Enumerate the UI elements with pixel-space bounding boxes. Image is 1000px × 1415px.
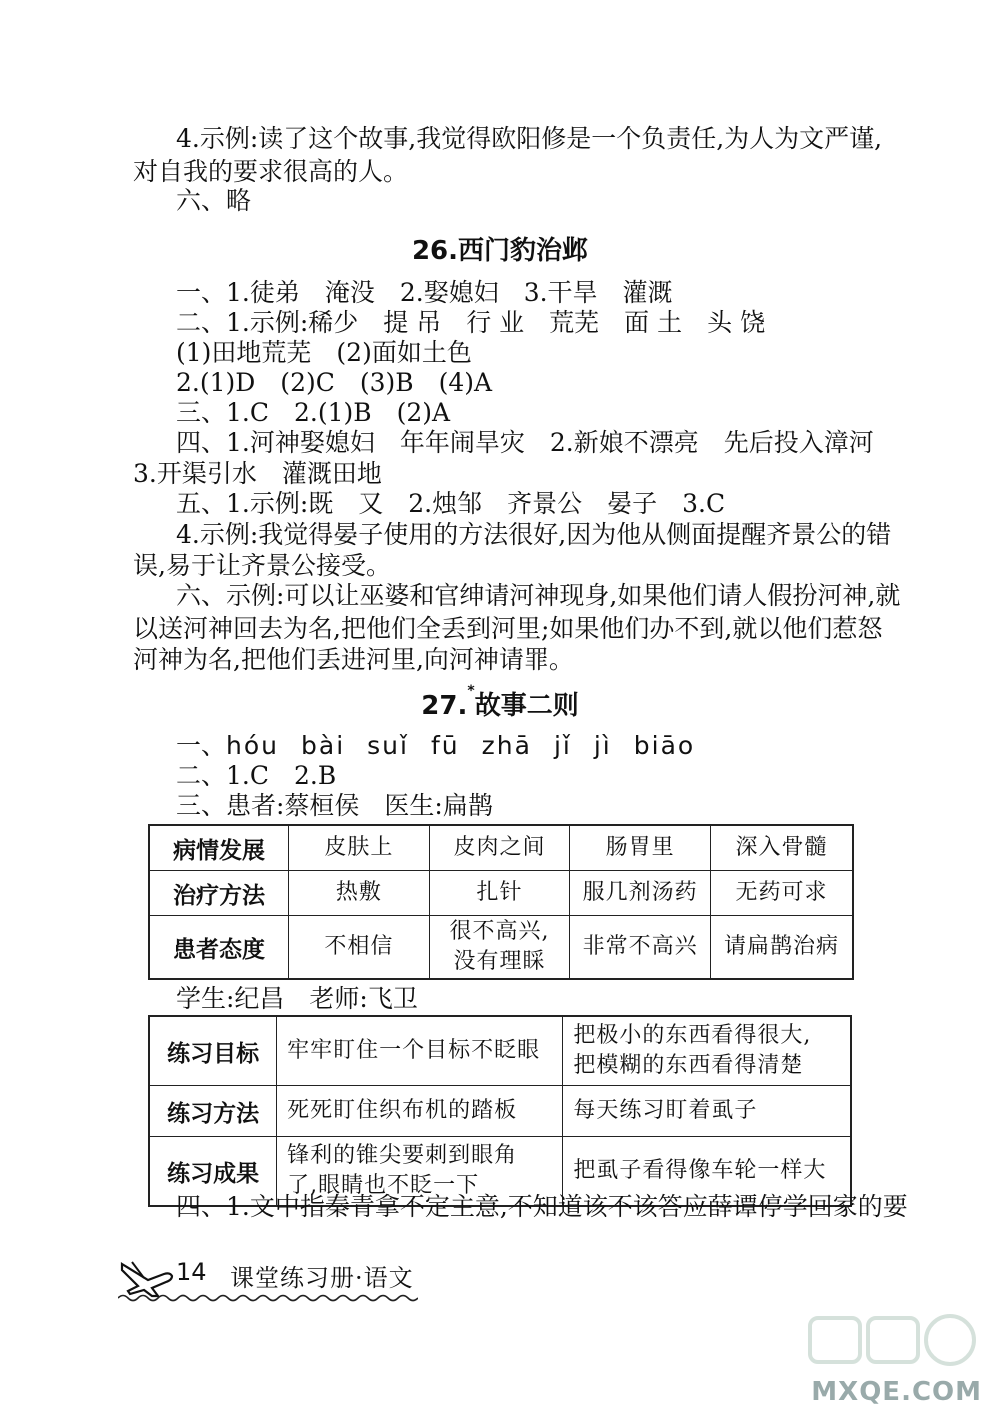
answer-line: 河神为名,把他们丢进河里,向河神请罪。 [133, 645, 574, 674]
answer-line: 六、示例:可以让巫婆和官绅请河神现身,如果他们请人假扮河神,就 [176, 581, 901, 610]
practice-table [148, 1015, 852, 1207]
answer-line: 一、1.徒弟 淹没 2.娶媳妇 3.干旱 灌溉 [176, 278, 673, 307]
section-number: 27. [421, 691, 468, 721]
row-header: 练习方法 [149, 1086, 277, 1137]
row-header: 病情发展 [149, 825, 289, 871]
table-cell: 肠胃里 [570, 825, 711, 871]
row-header: 练习目标 [149, 1016, 277, 1086]
table-cell: 把极小的东西看得很大, 把模糊的东西看得清楚 [563, 1016, 851, 1086]
section-title-26: 26.西门豹治邺 [411, 236, 589, 266]
answer-line: 五、1.示例:既 又 2.烛邹 齐景公 晏子 3.C [176, 489, 726, 518]
table-cell: 死死盯住织布机的踏板 [277, 1086, 563, 1137]
answer-line: 对自我的要求很高的人。 [133, 157, 409, 186]
pinyin-item: jì [593, 731, 612, 760]
table-cell: 把虱子看得像车轮一样大 [563, 1137, 851, 1207]
section-name: 故事二则 [474, 691, 579, 721]
answer-line: 3.开渠引水 灌溉田地 [133, 459, 382, 488]
wavy-underline [118, 1293, 418, 1303]
table-cell: 深入骨髓 [710, 825, 853, 871]
answer-line: 4.示例:我觉得晏子使用的方法很好,因为他从侧面提醒齐景公的错 [176, 520, 892, 549]
pinyin-item: jǐ [553, 731, 572, 760]
optional-marker: * [467, 683, 475, 699]
table-cell: 皮肤上 [289, 825, 430, 871]
table-row [149, 825, 853, 871]
table-cell: 服几剂汤药 [570, 871, 711, 916]
row-header: 练习成果 [149, 1137, 277, 1207]
airplane-icon [118, 1258, 178, 1298]
row-header: 患者态度 [149, 916, 289, 980]
watermark-text: MXQE.COM [811, 1377, 982, 1407]
pinyin-list [226, 731, 717, 760]
answer-line: 误,易于让齐景公接受。 [133, 551, 391, 580]
table-cell: 扎针 [429, 871, 570, 916]
row-header: 治疗方法 [149, 871, 289, 916]
answer-line: 4.示例:读了这个故事,我觉得欧阳修是一个负责任,为人为文严谨, [176, 124, 883, 153]
pinyin-item: zhā [481, 731, 532, 760]
table-cell: 不相信 [289, 916, 430, 980]
answer-line: 四、1.文中指秦青拿不定主意,不知道该不该答应薛谭停学回家的要 [176, 1192, 908, 1221]
table-cell: 请扁鹊治病 [710, 916, 853, 980]
illness-table [148, 824, 854, 980]
answer-line: 二、1.C 2.B [176, 761, 337, 790]
answer-line: 六、略 [176, 186, 252, 215]
answer-line: 以送河神回去为名,把他们全丢到河里;如果他们办不到,就以他们惹怒 [133, 614, 883, 643]
answer-line: 2.(1)D (2)C (3)B (4)A [176, 368, 493, 397]
answer-line: 学生:纪昌 老师:飞卫 [176, 984, 418, 1013]
table-row [149, 871, 853, 916]
pinyin-line [176, 731, 717, 761]
table-cell: 无药可求 [710, 871, 853, 916]
pinyin-item: suǐ [367, 731, 409, 760]
answer-line: 三、患者:蔡桓侯 医生:扁鹊 [176, 791, 493, 820]
book-title: 课堂练习册·语文 [230, 1264, 414, 1292]
table-cell: 很不高兴, 没有理睬 [429, 916, 570, 980]
pinyin-item: biāo [633, 731, 696, 760]
answer-line: 四、1.河神娶媳妇 年年闹旱灾 2.新娘不漂亮 先后投入漳河 [176, 428, 874, 457]
table-row [149, 916, 853, 980]
pinyin-item: fū [430, 731, 460, 760]
table-row [149, 1086, 851, 1137]
table-cell: 非常不高兴 [570, 916, 711, 980]
pinyin-item: bài [301, 731, 346, 760]
table-cell: 牢牢盯住一个目标不眨眼 [277, 1016, 563, 1086]
question-label: 一、 [176, 731, 227, 760]
section-title-27 [0, 685, 1000, 722]
table-row [149, 1016, 851, 1086]
page-number: 14 [176, 1258, 207, 1286]
pinyin-item: hóu [226, 731, 280, 760]
table-cell: 热敷 [289, 871, 430, 916]
answer-line: 二、1.示例:稀少 提 吊 行 业 荒芜 面 土 头 饶 [176, 308, 766, 337]
table-cell: 皮肉之间 [429, 825, 570, 871]
table-cell: 每天练习盯着虱子 [563, 1086, 851, 1137]
answer-line: 三、1.C 2.(1)B (2)A [176, 398, 451, 427]
answer-line: (1)田地荒芜 (2)面如土色 [176, 338, 472, 367]
table-cell: 锋利的锥尖要刺到眼角 了,眼睛也不眨一下 [277, 1137, 563, 1207]
